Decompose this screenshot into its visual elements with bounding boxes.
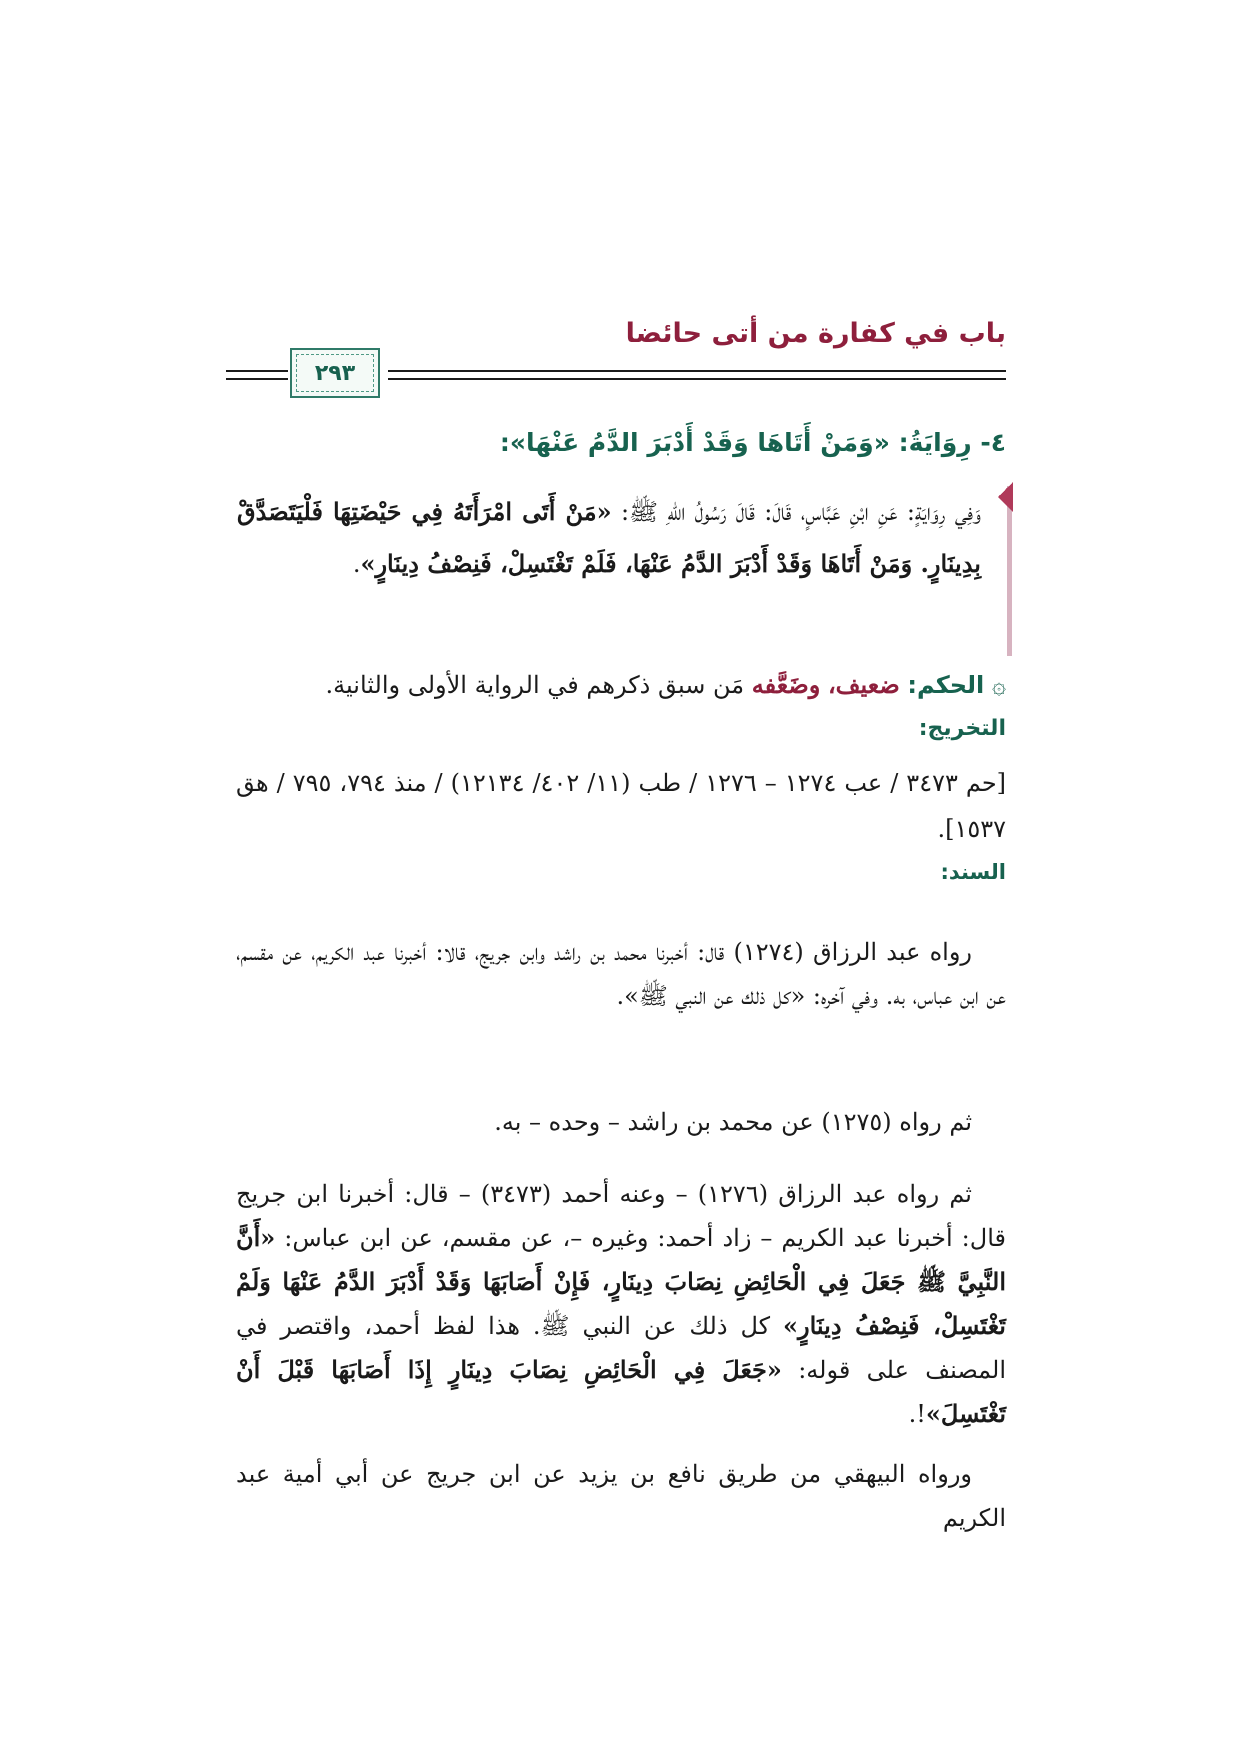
- sanad-heading: السند:: [940, 860, 1006, 884]
- sanad-paragraph-4: ورواه البيهقي من طريق نافع بن يزيد عن ابن جريج عن أبي أمية عبد الكريم: [236, 1460, 1006, 1532]
- sanad-p3-b: كل ذلك عن النبي ﷺ. هذا لفظ أحمد، واقتصر في المصنف على قوله:: [236, 1312, 1006, 1384]
- section-quote: «وَمَنْ أَتَاهَا وَقَدْ أَدْبَرَ الدَّمُ عَنْهَا»:: [499, 428, 890, 457]
- sanad-p3-quote-2: «جَعَلَ فِي الْحَائِضِ نِصَابَ دِينَارٍ إِذَا أَصَابَهَا قَبْلَ أَنْ تَغْتَسِلَ»: [236, 1355, 1006, 1428]
- page-number: ٢٩٣: [314, 360, 356, 386]
- section-label: رِوَايَةُ:: [898, 428, 972, 457]
- ruling-rest: مَن سبق ذكرهم في الرواية الأولى والثانية.: [325, 671, 745, 699]
- hadith-intro: وَفِي رِوَايَةٍ: عَنِ ابْنِ عَبَّاسٍ، قَالَ: قَالَ رَسُولُ اللهِ ﷺ:: [620, 498, 981, 526]
- page-header: [226, 318, 1006, 398]
- chapter-title: باب في كفارة من أتى حائضا: [625, 318, 1006, 349]
- takhrij-text: [حم ٣٤٧٣ / عب ١٢٧٤ – ١٢٧٦ / طب (١١/ ٤٠٢/ ١٢١٣٤) / منذ ٧٩٤، ٧٩٥ / هق ١٥٣٧].: [236, 769, 1007, 843]
- takhrij-heading: التخريج:: [918, 716, 1006, 741]
- ornament-icon: ۞: [991, 671, 1006, 699]
- header-rule: [226, 378, 288, 380]
- sanad-p3-end: !.: [908, 1400, 926, 1428]
- page-number-badge: [290, 348, 380, 398]
- sanad-paragraph-1: رواه عبد الرزاق (١٢٧٤) قال: أخبرنا محمد بن راشد وابن جريج، قالا: أخبرنا عبد الكريم، عن مقسم، عن ابن عباس، به. وفي آخره: «كل ذلك عن النبي ﷺ».: [236, 938, 1006, 1010]
- header-rule: [388, 378, 1006, 380]
- ruling-weakened: وضَعَّفه: [751, 670, 821, 699]
- hadith-text: [237, 486, 981, 590]
- sanad-paragraph-2: ثم رواه (١٢٧٥) عن محمد بن راشد – وحده – به.: [494, 1108, 972, 1136]
- corner-ornament-icon: [983, 482, 1013, 512]
- hadith-matn: «مَنْ أَتَى امْرَأَتَهُ فِي حَيْضَتِهَا فَلْيَتَصَدَّقْ بِدِينَارٍ. وَمَنْ أَتَاهَا وَقَدْ أَدْبَرَ الدَّمُ عَنْهَا، فَلَمْ تَغْتَسِلْ، فَنِصْفُ دِينَارٍ»: [237, 497, 981, 578]
- ruling-grade: ضعيف،: [827, 670, 900, 699]
- section-number: ٤-: [980, 428, 1006, 457]
- ruling: [236, 665, 1006, 705]
- hadith-box: [231, 486, 1012, 656]
- section-heading: [236, 428, 1006, 457]
- sanad-p3-a: ثم رواه عبد الرزاق (١٢٧٦) – وعنه أحمد (٣٤٧٣) – قال: أخبرنا ابن جريج قال: أخبرنا عبد الكريم – زاد أحمد: وغيره –، عن مقسم، عن ابن عباس:: [236, 1180, 1006, 1252]
- hadith-end: .: [352, 550, 361, 578]
- sanad-p3-quote-1: «أَنَّ النَّبِيَّ ﷺ جَعَلَ فِي الْحَائِضِ نِصَابَ دِينَارٍ، فَإِنْ أَصَابَهَا وَقَدْ أَدْبَرَ الدَّمُ عَنْهَا وَلَمْ تَغْتَسِلْ، فَنِصْفُ دِينَارٍ»: [236, 1223, 1006, 1340]
- ruling-label: الحكم:: [907, 671, 985, 699]
- sanad-paragraph-3: [236, 1172, 1006, 1436]
- header-rule: [226, 370, 288, 372]
- header-rule: [388, 370, 1006, 372]
